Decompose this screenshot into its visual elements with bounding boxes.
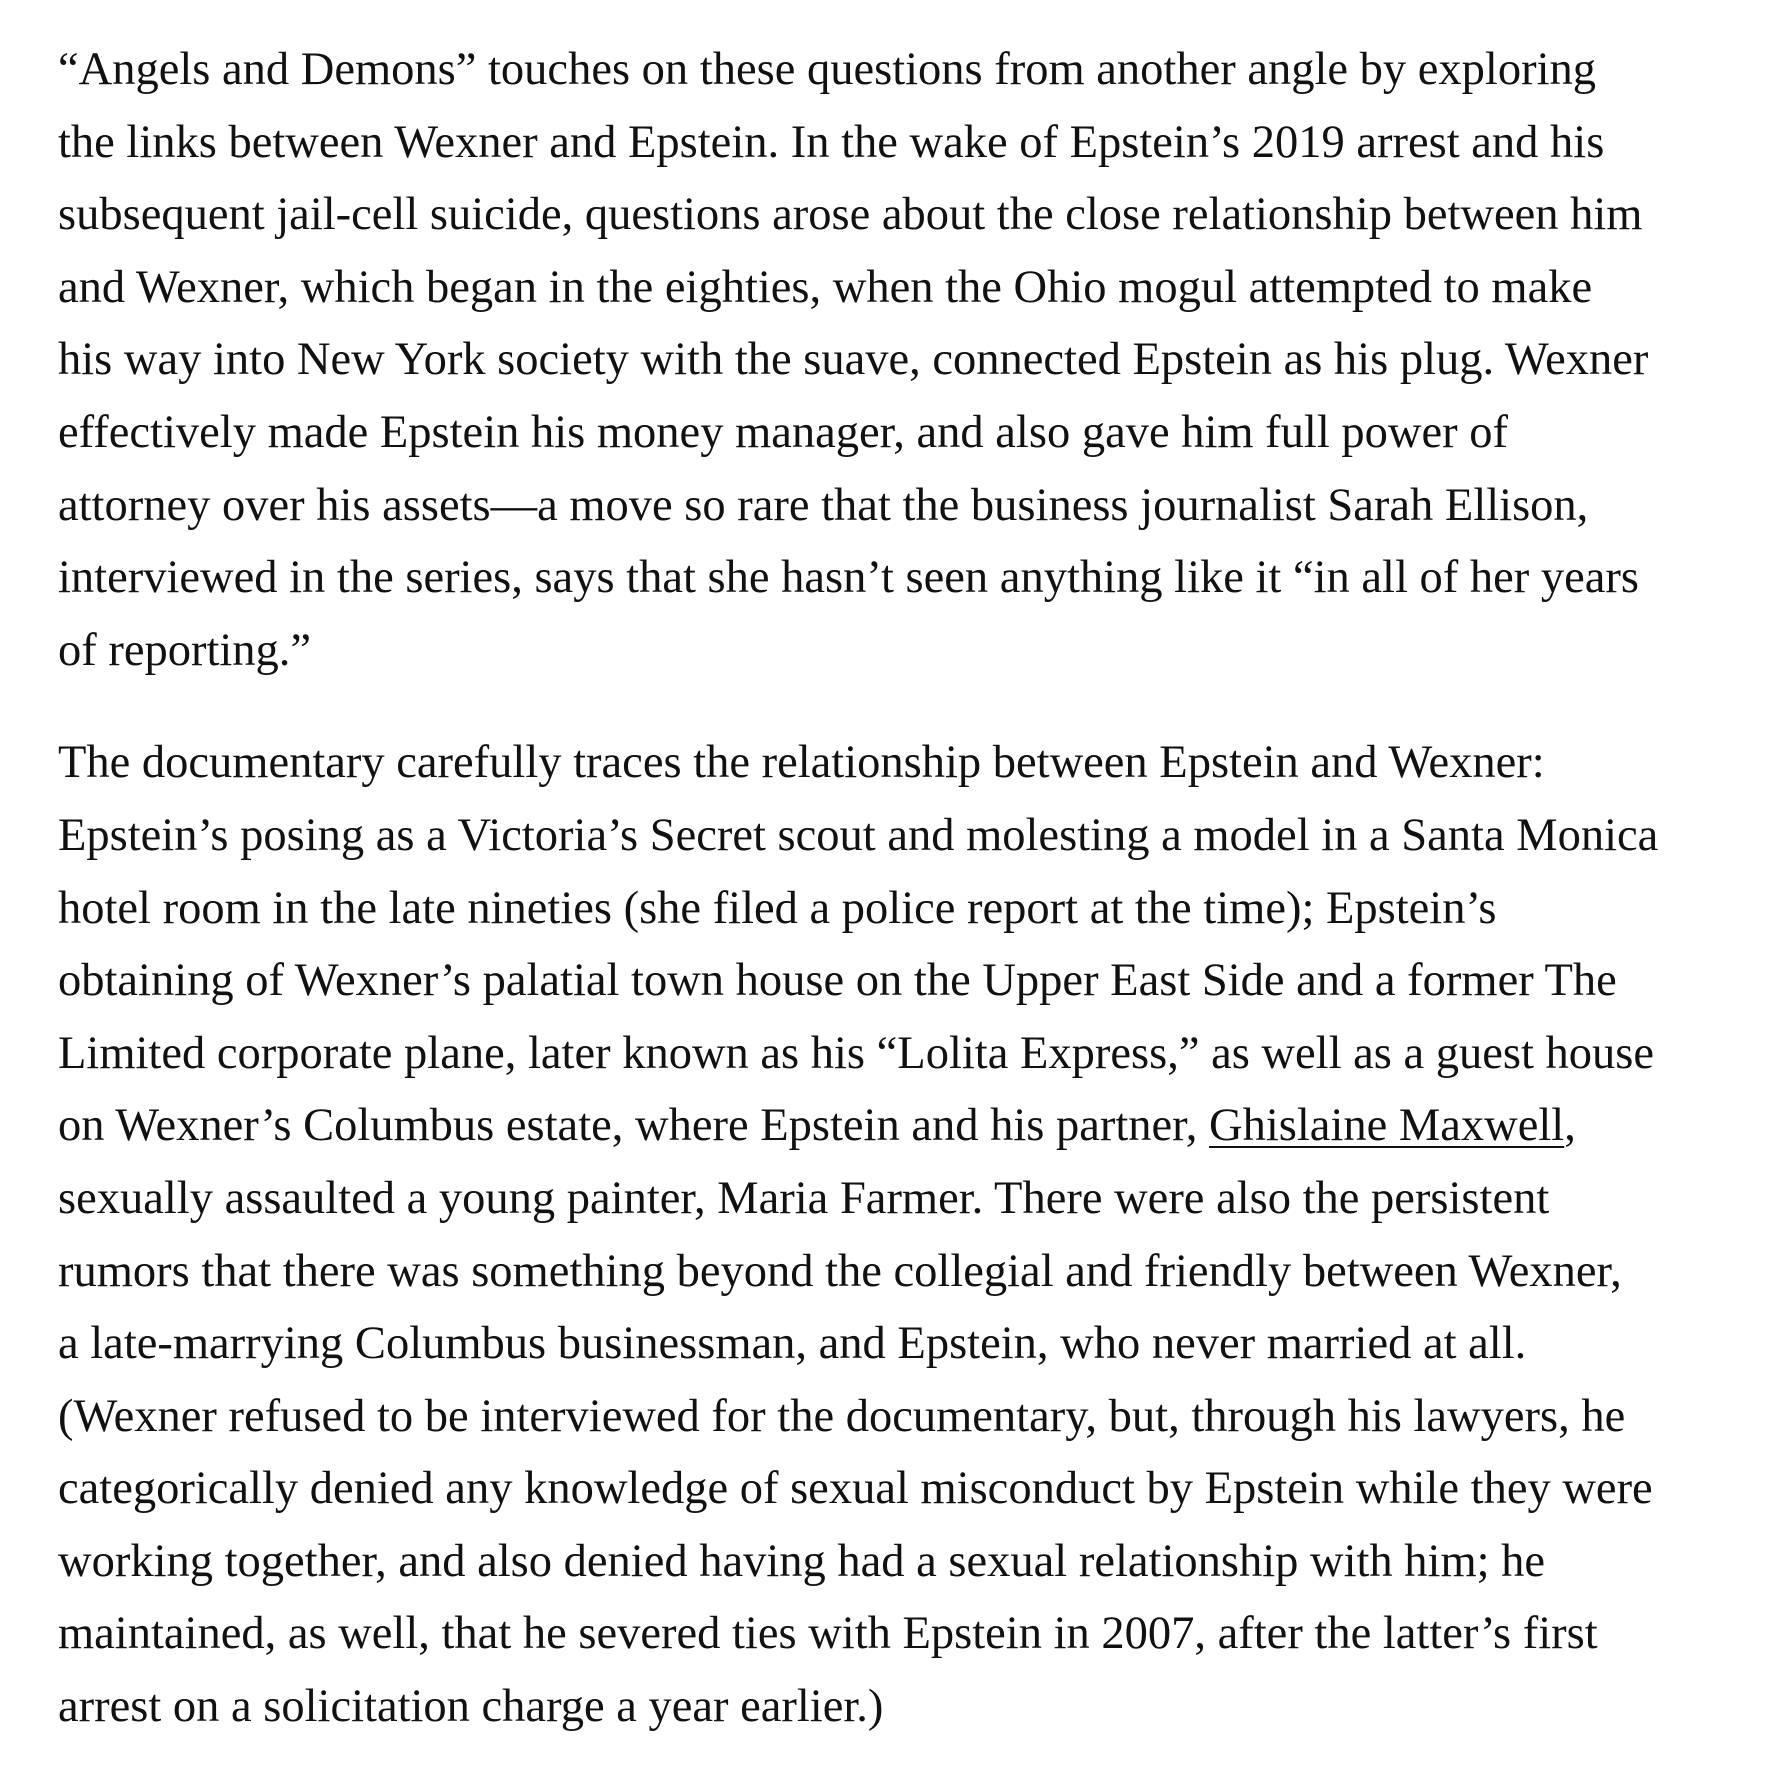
text-line: effectively made Epstein his money manager, and also gave him full power of: [58, 406, 1508, 458]
text-line: Epstein’s posing as a Victoria’s Secret scout and molesting a model in a Santa Monica: [58, 809, 1659, 861]
text-line: hotel room in the late nineties (she filed a police report at the time); Epstein’s: [58, 882, 1497, 934]
text-line: of reporting.”: [58, 624, 312, 676]
article-body: [58, 34, 1748, 1744]
ghislaine-maxwell-link[interactable]: Ghislaine Maxwell: [1209, 1100, 1565, 1152]
text-line: attorney over his assets—a move so rare that the business journalist Sarah Ellison,: [58, 479, 1589, 531]
text-line: The documentary carefully traces the relationship between Epstein and Wexner:: [58, 737, 1545, 789]
text-line: subsequent jail-cell suicide, questions arose about the close relationship between him: [58, 189, 1643, 241]
text-line: maintained, as well, that he severed ties with Epstein in 2007, after the latter’s first: [58, 1608, 1598, 1660]
text-line: his way into New York society with the suave, connected Epstein as his plug. Wexner: [58, 334, 1649, 386]
text-line: obtaining of Wexner’s palatial town house on the Upper East Side and a former The: [58, 955, 1617, 1007]
text-line: “Angels and Demons” touches on these questions from another angle by exploring: [58, 44, 1596, 95]
text-before-link: on Wexner’s Columbus estate, where Epstein and his partner,: [58, 1100, 1210, 1152]
text-line: categorically denied any knowledge of sexual misconduct by Epstein while they were: [58, 1463, 1653, 1515]
text-line: working together, and also denied having had a sexual relationship with him; he: [58, 1535, 1546, 1587]
text-line: interviewed in the series, says that she hasn’t seen anything like it “in all of her years: [58, 552, 1639, 604]
text-line: the links between Wexner and Epstein. In the wake of Epstein’s 2019 arrest and his: [58, 116, 1605, 168]
text-line: (Wexner refused to be interviewed for the documentary, but, through his lawyers, he: [58, 1390, 1626, 1442]
text-line: a late-marrying Columbus businessman, and Epstein, who never married at all.: [58, 1318, 1527, 1370]
text-line-with-link: [58, 1090, 1748, 1163]
text-line: rumors that there was something beyond the collegial and friendly between Wexner,: [58, 1245, 1622, 1297]
paragraph-documentary: [58, 727, 1748, 1743]
text-line: sexually assaulted a young painter, Maria Farmer. There were also the persistent: [58, 1172, 1550, 1224]
text-line: arrest on a solicitation charge a year earlier.): [58, 1681, 884, 1733]
text-after-link: ,: [1564, 1100, 1576, 1152]
text-line: and Wexner, which began in the eighties, when the Ohio mogul attempted to make: [58, 261, 1593, 313]
text-line: Limited corporate plane, later known as his “Lolita Express,” as well as a guest house: [58, 1027, 1655, 1079]
paragraph-angels-and-demons: [58, 34, 1748, 687]
